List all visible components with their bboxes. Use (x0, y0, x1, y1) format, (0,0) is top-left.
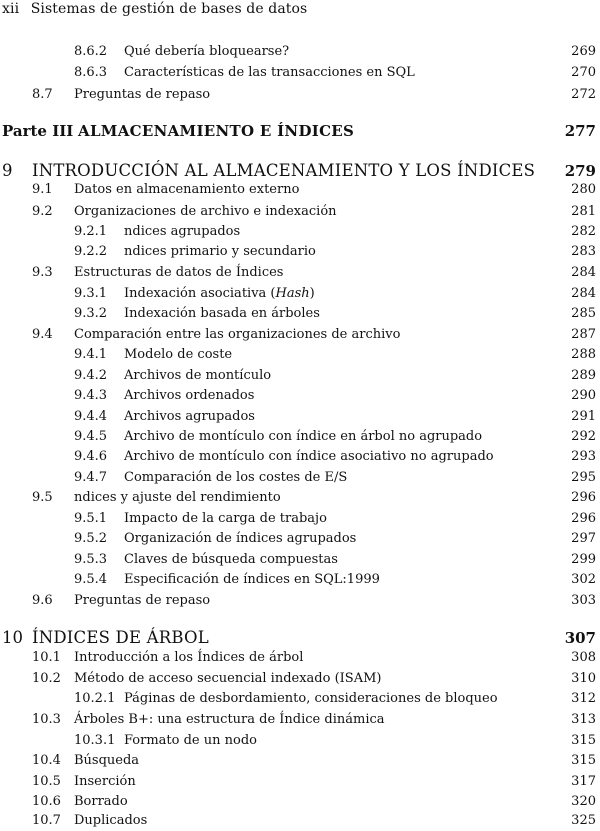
entry-title: Especificación de índices en SQL:1999 (124, 572, 380, 587)
entry-title: Archivos agrupados (124, 409, 255, 424)
entry-title: Organización de índices agrupados (124, 531, 357, 546)
entry-number: 8.6.2 (74, 44, 108, 59)
entry-page: 293 (571, 449, 596, 464)
entry-number: 8.7 (32, 87, 53, 102)
entry-title: Impacto de la carga de trabajo (124, 511, 327, 526)
entry-page: 270 (571, 65, 596, 80)
entry-title: Indexación asociativa (Hash) (124, 286, 315, 301)
entry-number: 9.4.4 (74, 409, 108, 424)
toc-entry-9-5[interactable] (0, 488, 600, 508)
entry-number: 9.5 (32, 490, 53, 505)
toc-entry-9-6[interactable] (0, 591, 600, 611)
toc-entry-9-4-3[interactable] (0, 386, 600, 406)
entry-page: 295 (571, 470, 596, 485)
entry-page: 297 (571, 531, 596, 546)
entry-page: 312 (571, 691, 596, 706)
entry-number: 9.4.1 (74, 347, 108, 362)
header-page-number: xii (2, 1, 20, 17)
entry-title: Comparación de los costes de E/S (124, 470, 348, 485)
entry-page: 280 (571, 182, 596, 197)
entry-number: 10.6 (32, 794, 61, 809)
chapter-number: 10 (2, 628, 23, 647)
entry-number: 10.3.1 (74, 733, 116, 748)
toc-entry-8-7[interactable] (0, 85, 600, 105)
entry-page: 299 (571, 552, 596, 567)
entry-number: 9.4.6 (74, 449, 108, 464)
entry-number: 10.4 (32, 753, 61, 768)
chapter-title: INTRODUCCIÓN AL ALMACENAMIENTO Y LOS ÍNDICES (32, 161, 536, 180)
toc-entry-9-4-2[interactable] (0, 366, 600, 386)
entry-page: 288 (571, 347, 596, 362)
entry-number: 9.2.2 (74, 244, 108, 259)
entry-title: Estructuras de datos de Índices (74, 265, 284, 280)
entry-title: Modelo de coste (124, 347, 233, 362)
entry-title: Páginas de desbordamiento, consideraciones de bloqueo (124, 691, 498, 706)
entry-number: 10.2 (32, 671, 61, 686)
entry-title: Preguntas de repaso (74, 593, 211, 608)
entry-page: 313 (571, 712, 596, 727)
entry-title: Indexación basada en árboles (124, 306, 320, 321)
entry-title: Árboles B+: una estructura de Índice dinámica (74, 712, 385, 727)
entry-page: 272 (571, 87, 596, 102)
entry-number: 9.5.1 (74, 511, 108, 526)
entry-page: 308 (571, 650, 596, 665)
toc-entry-8-6-2[interactable] (0, 42, 600, 62)
toc-chapter-10[interactable] (0, 626, 600, 650)
entry-number: 9.5.3 (74, 552, 108, 567)
entry-title: Introducción a los Índices de árbol (74, 650, 304, 665)
toc-entry-10-3-1[interactable] (0, 731, 600, 751)
toc-entry-9-3[interactable] (0, 263, 600, 283)
chapter-title: ÍNDICES DE ÁRBOL (32, 628, 209, 647)
toc-entry-9-4-5[interactable] (0, 427, 600, 447)
entry-title: Borrado (74, 794, 128, 809)
entry-number: 9.3.1 (74, 286, 108, 301)
entry-number: 10.1 (32, 650, 61, 665)
entry-page: 310 (571, 671, 596, 686)
toc-entry-9-5-4[interactable] (0, 570, 600, 590)
entry-page: 282 (571, 224, 596, 239)
toc-entry-10-1[interactable] (0, 648, 600, 668)
entry-number: 9.5.4 (74, 572, 108, 587)
entry-page: 315 (571, 733, 596, 748)
entry-page: 296 (571, 490, 596, 505)
entry-page: 290 (571, 388, 596, 403)
entry-title: ndices primario y secundario (124, 244, 316, 259)
entry-page: 325 (571, 813, 596, 828)
entry-number: 9.1 (32, 182, 53, 197)
toc-part-iii[interactable] (0, 120, 600, 142)
part-title: ALMACENAMIENTO E ÍNDICES (78, 122, 355, 140)
entry-page: 317 (571, 774, 596, 789)
entry-title: Comparación entre las organizaciones de archivo (74, 327, 401, 342)
entry-page: 284 (571, 286, 596, 301)
entry-title: Preguntas de repaso (74, 87, 211, 102)
entry-title: Inserción (74, 774, 136, 789)
toc-entry-9-4-7[interactable] (0, 468, 600, 488)
toc-entry-9-5-2[interactable] (0, 529, 600, 549)
toc-entry-8-6-3[interactable] (0, 63, 600, 83)
entry-number: 10.3 (32, 712, 61, 727)
entry-page: 285 (571, 306, 596, 321)
toc-entry-10-5[interactable] (0, 772, 600, 792)
toc-entry-9-3-2[interactable] (0, 304, 600, 324)
toc-entry-9-2-2[interactable] (0, 242, 600, 262)
toc-entry-9-3-1[interactable] (0, 284, 600, 304)
entry-number: 9.4 (32, 327, 53, 342)
toc-entry-10-4[interactable] (0, 751, 600, 771)
toc-entry-9-4[interactable] (0, 325, 600, 345)
entry-number: 9.2.1 (74, 224, 108, 239)
entry-title: Duplicados (74, 813, 148, 828)
entry-number: 9.2 (32, 204, 53, 219)
entry-number: 8.6.3 (74, 65, 108, 80)
entry-page: 303 (571, 593, 596, 608)
entry-page: 269 (571, 44, 596, 59)
toc-entry-9-4-4[interactable] (0, 407, 600, 427)
toc-entry-10-2[interactable] (0, 669, 600, 689)
entry-title: Formato de un nodo (124, 733, 257, 748)
chapter-page: 307 (564, 629, 596, 647)
entry-title: ndices y ajuste del rendimiento (74, 490, 281, 505)
chapter-number: 9 (2, 161, 13, 180)
part-number: Parte III (2, 122, 74, 140)
entry-title: Archivos ordenados (124, 388, 255, 403)
entry-number: 9.4.2 (74, 368, 108, 383)
toc-entry-9-2-1[interactable] (0, 222, 600, 242)
toc-entry-9-5-1[interactable] (0, 509, 600, 529)
entry-page: 281 (571, 204, 596, 219)
entry-page: 289 (571, 368, 596, 383)
chapter-page: 279 (564, 162, 596, 180)
toc-entry-9-1[interactable] (0, 180, 600, 200)
toc-entry-10-2-1[interactable] (0, 689, 600, 709)
entry-page: 302 (571, 572, 596, 587)
entry-page: 296 (571, 511, 596, 526)
entry-title-emphasis: Hash (275, 286, 310, 301)
entry-number: 10.5 (32, 774, 61, 789)
entry-title: Datos en almacenamiento externo (74, 182, 300, 197)
entry-page: 287 (571, 327, 596, 342)
part-page: 277 (564, 122, 596, 140)
toc-entry-10-6[interactable] (0, 792, 600, 812)
entry-title: Archivo de montículo con índice en árbol no agrupado (124, 429, 483, 444)
entry-number: 9.3 (32, 265, 53, 280)
header-book-title: Sistemas de gestión de bases de datos (30, 1, 308, 17)
toc-entry-9-4-6[interactable] (0, 447, 600, 467)
entry-title: Método de acceso secuencial indexado (ISAM) (74, 671, 382, 686)
toc-entry-9-2[interactable] (0, 202, 600, 222)
entry-number: 9.5.2 (74, 531, 108, 546)
entry-number: 10.7 (32, 813, 61, 828)
toc-entry-10-7[interactable] (0, 811, 600, 831)
entry-title: ndices agrupados (124, 224, 241, 239)
toc-entry-10-3[interactable] (0, 710, 600, 730)
entry-title: Archivos de montículo (124, 368, 272, 383)
entry-page: 320 (571, 794, 596, 809)
toc-entry-9-4-1[interactable] (0, 345, 600, 365)
entry-page: 284 (571, 265, 596, 280)
entry-page: 315 (571, 753, 596, 768)
entry-number: 9.6 (32, 593, 53, 608)
entry-page: 283 (571, 244, 596, 259)
entry-number: 10.2.1 (74, 691, 116, 706)
entry-title: Características de las transacciones en SQL (124, 65, 415, 80)
toc-entry-9-5-3[interactable] (0, 550, 600, 570)
entry-number: 9.3.2 (74, 306, 108, 321)
entry-number: 9.4.3 (74, 388, 108, 403)
entry-number: 9.4.5 (74, 429, 108, 444)
entry-title: Archivo de montículo con índice asociativo no agrupado (124, 449, 494, 464)
entry-number: 9.4.7 (74, 470, 108, 485)
entry-title: Organizaciones de archivo e indexación (74, 204, 337, 219)
entry-title: Claves de búsqueda compuestas (124, 552, 338, 567)
running-header (2, 1, 307, 17)
entry-page: 291 (571, 409, 596, 424)
entry-page: 292 (571, 429, 596, 444)
entry-title: Búsqueda (74, 753, 140, 768)
entry-title: Qué debería bloquearse? (124, 44, 290, 59)
